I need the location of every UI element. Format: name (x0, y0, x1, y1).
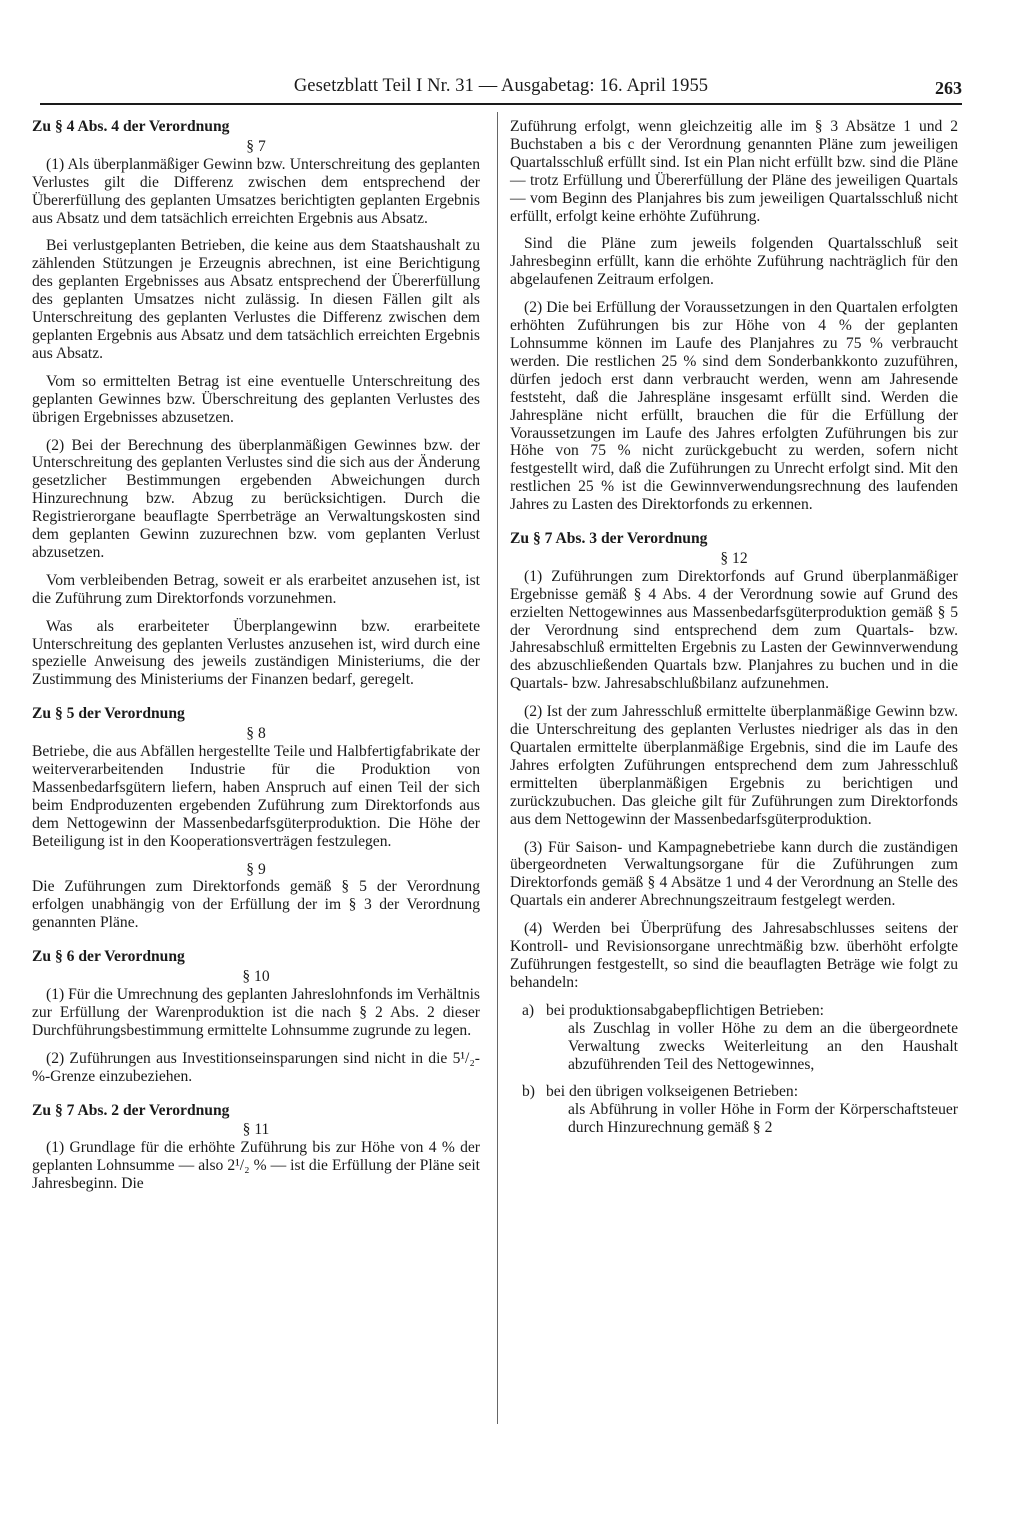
body-paragraph: (3) Für Saison- und Kampagnebetriebe kann durch die zuständigen übergeordneten Verwaltungsorgane für die Zuführungen zum Direktorfonds gemäß § 4 Absätze 1 und 4 der Verordnung an Stelle des Quartals ein anderer Abrechnungszeitraum festgelegt werden. (510, 838, 958, 910)
list-item (510, 1083, 958, 1137)
list-marker: b) (522, 1083, 535, 1101)
page-number: 263 (935, 78, 962, 98)
body-paragraph: (2) Die bei Erfüllung der Voraussetzungen in den Quartalen erfolgten erhöhten Zuführungen bis zur Höhe von 4 % der geplanten Lohnsumme können im Laufe des Planjahres zu 75 % verbraucht werden. Die restlichen 25 % sind dem Sonderbankkonto zuzuführen, dürfen jedoch erst dann verbraucht werden, wenn am Jahresende feststeht, daß die Jahrespläne insgesamt erfüllt sind. Werden die Jahrespläne nicht erfüllt, brauchen die für die Erfüllung der Voraussetzungen im Laufe des Jahres erfolgten Zuführungen bis zur Höhe von 75 % nicht zurückgebucht zu werden, sofern nicht festgestellt wird, daß die Zuführungen zu Unrecht erfolgt sind. Mit den restlichen 25 % ist die Gewinnverwendungsrechnung des laufenden Jahres zu Lasten des Direktorfonds zu erkennen. (510, 299, 958, 514)
list-item-label: bei den übrigen volkseigenen Betrieben: (546, 1083, 799, 1101)
section-heading: Zu § 7 Abs. 2 der Verordnung (32, 1101, 230, 1119)
column-divider (497, 112, 498, 1424)
paragraph-number: § 8 (246, 725, 266, 743)
body-paragraph: (1) Als überplanmäßiger Gewinn bzw. Unterschreitung des geplanten Verlustes gilt die Differenz zwischen dem entsprechend der Übererfüllung des geplanten Umsatzes berichtigten geplanten Ergebnis aus Absatz und dem tatsächlich erreichten Ergebnis aus Absatz. (32, 155, 480, 227)
body-paragraph: (1) Zuführungen zum Direktorfonds auf Grund überplanmäßiger Ergebnisse gemäß § 4 Abs. 4 der Verordnung sowie auf Grund des erzielten Nettogewinnes aus Massenbedarfsgüterproduktion gemäß § 5 der Verordnung sind entsprechend dem zum Quartals- bzw. Jahresabschluß ermittelten Ergebnis zu Lasten der Gewinnverwendung des abzuschließenden Quartals bzw. Planjahres zu buchen und in die Quartals- bzw. Jahresabschlußbilanz aufzunehmen. (510, 567, 958, 693)
body-paragraph: Bei verlustgeplanten Betrieben, die keine aus dem Staatshaushalt zu zählenden Stützungen je Erzeugnis abrechnen, ist eine Berichtigung des geplanten Ergebnisses aus Absatz entsprechend der Übererfüllung des geplanten Umsatzes nicht zulässig. In diesen Fällen gilt als Unterschreitung des geplanten Verlustes die Differenz zwischen dem geplanten Ergebnis aus Absatz und dem tatsächlich erreichten Ergebnis aus Absatz. (32, 237, 480, 362)
body-paragraph: (1) Für die Umrechnung des geplanten Jahreslohnfonds im Verhältnis zur Erfüllung der Warenproduktion ist die nach § 2 Abs. 2 dieser Durchführungsbestimmung ermittelte Lohnsumme zugrunde zu legen. (32, 985, 480, 1039)
page-header (40, 76, 962, 104)
list-item-label: bei produktionsabgabepflichtigen Betrieben: (546, 1001, 825, 1019)
body-paragraph: Was als erarbeiteter Überplangewinn bzw. erarbeitete Unterschreitung des geplanten Verlustes anzusehen ist, wird durch eine spezielle Anweisung des jeweils zuständigen Ministeriums, die der Zustimmung des Ministeriums der Finanzen bedarf, geregelt. (32, 617, 480, 689)
body-paragraph: (2) Bei der Berechnung des überplanmäßigen Gewinnes bzw. der Unterschreitung des geplanten Verlustes sind die sich aus der Änderung gesetzlicher Bestimmungen ergebenden Abweichungen durch Hinzurechnung bzw. Abzug zu berücksichtigen. Durch die Registrierorgane beauflagte Sperrbeträge an Verwaltungskosten sind dem geplanten Gewinn zuzurechnen bzw. vom geplanten Verlust abzusetzen. (32, 436, 480, 561)
list-marker: a) (522, 1001, 535, 1019)
gazette-title: Gesetzblatt Teil I Nr. 31 — Ausgabetag: 16. April 1955 (293, 76, 709, 96)
header-rule (40, 103, 962, 105)
body-paragraph: Betriebe, die aus Abfällen hergestellte Teile und Halbfertigfabrikate der weiterverarbeitenden Industrie für die Produktion von Massenbedarfsgütern liefern, haben Anspruch auf einen Teil der sich beim Endproduzenten ergebenden Zuführung zum Direktorfonds aus dem Nettogewinn der Massenbedarfsgüterproduktion. Die Höhe der Beteiligung ist in den Kooperationsverträgen festzulegen. (32, 743, 480, 850)
section-heading: Zu § 7 Abs. 3 der Verordnung (510, 530, 708, 548)
body-paragraph: Die Zuführungen zum Direktorfonds gemäß § 5 der Verordnung erfolgen unabhängig von der Erfüllung der im § 3 der Verordnung genannten Pläne. (32, 878, 480, 932)
body-paragraph: (1) Grundlage für die erhöhte Zuführung bis zur Höhe von 4 % der geplanten Lohnsumme — also 2¹/₂ % — ist die Erfüllung der Pläne seit Jahresbeginn. Die (32, 1139, 480, 1193)
list-item-text: als Abführung in voller Höhe in Form der Körperschaftsteuer durch Hinzurechnung gemäß § 2 (568, 1101, 958, 1137)
body-paragraph: (2) Zuführungen aus Investitionseinsparungen sind nicht in die 5¹/₂-%-Grenze einzubeziehen. (32, 1049, 480, 1085)
paragraph-number: § 12 (720, 549, 748, 567)
paragraph-number: § 7 (246, 137, 266, 155)
section-heading: Zu § 5 der Verordnung (32, 705, 185, 723)
body-paragraph: (4) Werden bei Überprüfung des Jahresabschlusses seitens der Kontroll- und Revisionsorgane unrechtmäßig bzw. überhöht erfolgte Zuführungen festgestellt, so sind die beauflagten Beträge wie folgt zu behandeln: (510, 920, 958, 991)
right-column (510, 118, 958, 1147)
section-heading: Zu § 6 der Verordnung (32, 948, 185, 966)
body-paragraph: Vom so ermittelten Betrag ist eine eventuelle Unterschreitung des geplanten Gewinnes bzw. Überschreitung des geplanten Verlustes des übrigen Ergebnisses abzusetzen. (32, 372, 480, 426)
paragraph-number: § 10 (242, 968, 270, 986)
section-heading: Zu § 4 Abs. 4 der Verordnung (32, 118, 230, 135)
paragraph-number: § 11 (242, 1121, 270, 1139)
body-paragraph: (2) Ist der zum Jahresschluß ermittelte überplanmäßige Gewinn bzw. die Unterschreitung des geplanten Verlustes niedriger als das in den Quartalen ermittelte überplanmäßige Ergebnis, sind die im Laufe des Jahres erfolgten Zuführungen entsprechend dem zum Jahresschluß ermittelten überplanmäßigen Ergebnis zu berichtigen und zurückzubuchen. Das gleiche gilt für Zuführungen zum Direktorfonds aus dem Nettogewinn der Massenbedarfsgüterproduktion. (510, 703, 958, 828)
list-item (510, 1002, 958, 1074)
body-paragraph: Zuführung erfolgt, wenn gleichzeitig alle im § 3 Absätze 1 und 2 Buchstaben a bis c der Verordnung genannten Pläne zum jeweiligen Quartalsschluß erfüllt sind. Ist ein Plan nicht erfüllt bzw. sind die Pläne — trotz Erfüllung und Übererfüllung der Pläne des jeweiligen Quartals — vom Beginn des Planjahres bis zum jeweiligen Quartalsschluß nicht erfüllt, erfolgt keine erhöhte Zuführung. (510, 118, 958, 225)
list-item-text: als Zuschlag in voller Höhe zu dem an die übergeordnete Verwaltung zwecks Weiterleitung an den Haushalt abzuführenden Teil des Nettogewinnes, (568, 1019, 958, 1073)
paragraph-number: § 9 (246, 860, 266, 878)
body-paragraph: Vom verbleibenden Betrag, soweit er als erarbeitet anzusehen ist, ist die Zuführung zum Direktorfonds vorzunehmen. (32, 571, 480, 607)
left-column (32, 118, 480, 1203)
body-paragraph: Sind die Pläne zum jeweils folgenden Quartalsschluß seit Jahresbeginn erfüllt, kann die erhöhte Zuführung nachträglich für den abgelaufenen Zeitraum erfolgen. (510, 235, 958, 289)
